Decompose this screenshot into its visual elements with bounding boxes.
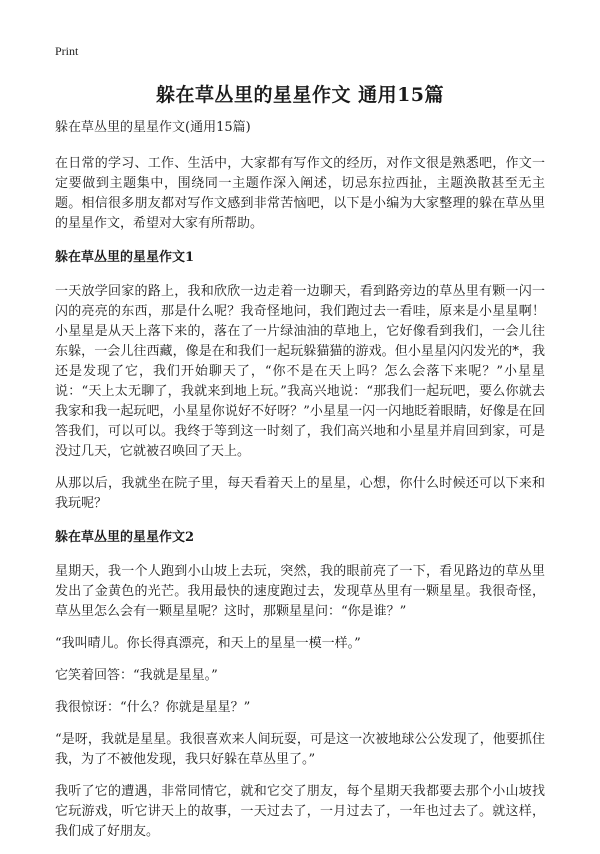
essay-section-1	[55, 248, 545, 514]
paragraph: “是呀，我就是星星。我很喜欢来人间玩耍，可是这一次被地球公公发现了，他要抓住我，为了不被他发现，我只好躲在草丛里了。”	[55, 732, 545, 767]
intro-paragraph: 在日常的学习、工作、生活中，大家都有写作文的经历，对作文很是熟悉吧，作文一定要做到主题集中，围绕同一主题作深入阐述，切忌东拉西扯，主题涣散甚至无主题。相信很多朋友都对写作文感到非常苦恼吧，以下是小编为大家整理的躲在草丛里的星星作文，希望对大家有所帮助。	[55, 156, 545, 231]
print-label: Print	[55, 44, 79, 58]
document-body	[55, 118, 545, 854]
section-heading: 躲在草丛里的星星作文1	[55, 250, 195, 265]
paragraph: 我听了它的遭遇，非常同情它，就和它交了朋友，每个星期天我都要去那个小山坡找它玩游戏，听它讲天上的故事，一天过去了，一月过去了，一年也过去了。就这样，我们成了好朋友。	[55, 784, 545, 839]
page-title: 躲在草丛里的星星作文 通用15篇	[155, 84, 445, 106]
section-heading: 躲在草丛里的星星作文2	[55, 530, 195, 545]
paragraph: 我很惊讶：“什么？你就是星星？”	[55, 700, 251, 715]
paragraph: 从那以后，我就坐在院子里，每天看着天上的星星，心想，你什么时候还可以下来和我玩呢？	[55, 476, 545, 511]
paragraph: 它笑着回答：“我就是星星。”	[55, 668, 218, 683]
paragraph: 星期天，我一个人跑到小山坡上去玩，突然，我的眼前亮了一下，看见路边的草丛里发出了金黄色的光芒。我用最快的速度跑过去，发现草丛里有一颗星星。我很奇怪，草丛里怎么会有一颗星星呢？这时，那颗星星问：“你是谁？”	[55, 564, 545, 619]
essay-section-2	[55, 528, 545, 842]
paragraph: 一天放学回家的路上，我和欣欣一边走着一边聊天，看到路旁边的草丛里有颗一闪一闪的亮亮的东西，那是什么呢？我奇怪地问，我们跑过去一看哇，原来是小星星啊！小星星是从天上落下来的，落在了一片绿油油的草地上，它好像看到我们，一会儿往东躲，一会儿往西藏，像是在和我们一起玩躲猫猫的游戏。但小星星闪闪发光的*，我还是发现了它，我们开始聊天了，“你不是在天上吗？怎么会落下来呢？”小星星说：“天上太无聊了，我就来到地上玩。”我高兴地说：“那我们一起玩吧，要么你就去我家和我一起玩吧，小星星你说好不好呀？”小星星一闪一闪地眨着眼睛，好像是在回答我们，可以可以。我终于等到这一时刻了，我们高兴地和小星星并肩回到家，可是没过几天，它就被召唤回了天上。	[55, 284, 545, 459]
document-subtitle: 躲在草丛里的星星作文(通用15篇)	[55, 120, 251, 135]
paragraph: “我叫晴儿。你长得真漂亮，和天上的星星一模一样。”	[55, 636, 361, 651]
